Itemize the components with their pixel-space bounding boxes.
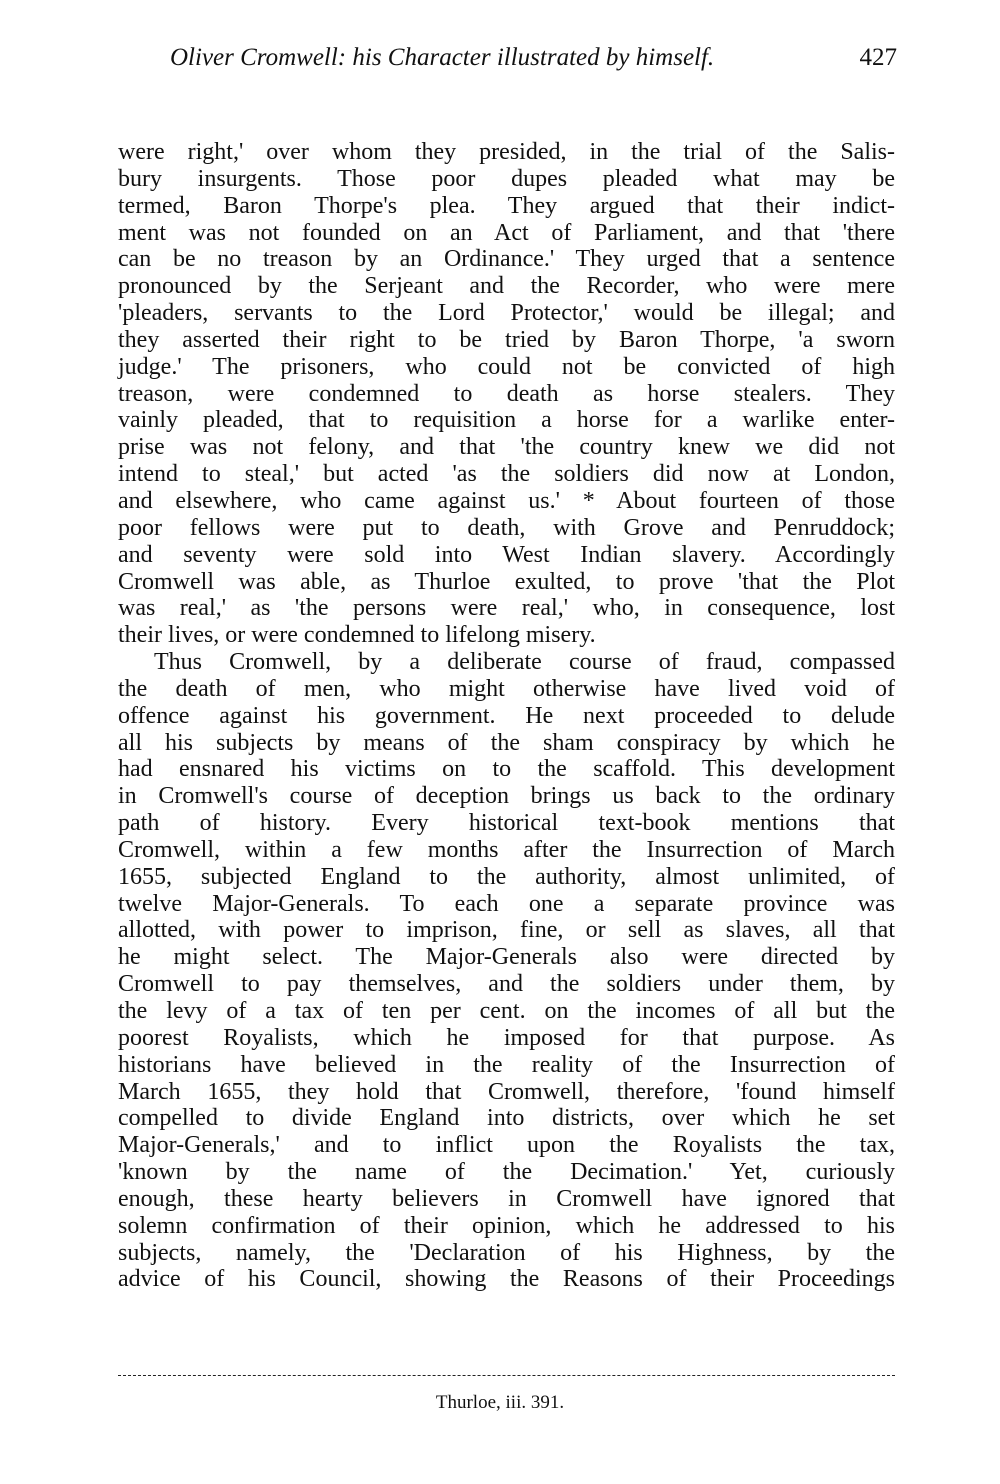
- text-line: ment was not founded on an Act of Parliament, and that 'there: [118, 219, 895, 246]
- text-line: intend to steal,' but acted 'as the soldiers did now at London,: [118, 461, 895, 488]
- text-line: their lives, or were condemned to lifelong misery.: [118, 622, 596, 649]
- text-line: pronounced by the Serjeant and the Recorder, who were mere: [118, 273, 895, 300]
- text-line: the death of men, who might otherwise have lived void of: [118, 675, 895, 702]
- text-line: March 1655, they hold that Cromwell, therefore, 'found himself: [118, 1078, 895, 1105]
- text-line: solemn confirmation of their opinion, which he addressed to his: [118, 1212, 895, 1239]
- text-line: were right,' over whom they presided, in the trial of the Salis-: [118, 139, 895, 165]
- text-line: Thus Cromwell, by a deliberate course of fraud, compassed: [154, 649, 895, 676]
- body-text: [118, 139, 895, 1293]
- text-line: Major-Generals,' and to inflict upon the Royalists the tax,: [118, 1132, 895, 1159]
- running-header: [170, 44, 897, 72]
- text-line: twelve Major-Generals. To each one a separate province was: [118, 890, 895, 917]
- text-line: was real,' as 'the persons were real,' who, in consequence, lost: [118, 595, 895, 622]
- text-line: had ensnared his victims on to the scaffold. This development: [118, 756, 895, 783]
- text-line: 'pleaders, servants to the Lord Protector,' would be illegal; and: [118, 300, 895, 327]
- text-line: offence against his government. He next proceeded to delude: [118, 702, 895, 729]
- text-line: advice of his Council, showing the Reasons of their Proceedings: [118, 1266, 895, 1293]
- text-line: prise was not felony, and that 'the country knew we did not: [118, 434, 895, 461]
- text-line: Cromwell, within a few months after the Insurrection of March: [118, 836, 895, 863]
- text-line: in Cromwell's course of deception brings us back to the ordinary: [118, 783, 895, 810]
- text-line: can be no treason by an Ordinance.' They urged that a sentence: [118, 246, 895, 273]
- text-line: they asserted their right to be tried by Baron Thorpe, 'a sworn: [118, 326, 895, 353]
- text-line: enough, these hearty believers in Cromwell have ignored that: [118, 1185, 895, 1212]
- text-line: 'known by the name of the Decimation.' Yet, curiously: [118, 1159, 895, 1186]
- text-line: subjects, namely, the 'Declaration of his Highness, by the: [118, 1239, 895, 1266]
- text-line: termed, Baron Thorpe's plea. They argued that their indict-: [118, 192, 895, 219]
- text-line: bury insurgents. Those poor dupes pleaded what may be: [118, 165, 895, 192]
- text-line: path of history. Every historical text-book mentions that: [118, 810, 895, 837]
- running-title: Oliver Cromwell: his Character illustrated by himself.: [170, 44, 715, 71]
- text-line: poor fellows were put to death, with Grove and Penruddock;: [118, 514, 895, 541]
- text-line: vainly pleaded, that to requisition a horse for a warlike enter-: [118, 407, 895, 434]
- text-line: poorest Royalists, which he imposed for that purpose. As: [118, 1024, 895, 1051]
- text-line: he might select. The Major-Generals also were directed by: [118, 944, 895, 971]
- text-line: and seventy were sold into West Indian slavery. Accordingly: [118, 541, 895, 568]
- text-line: the levy of a tax of ten per cent. on the incomes of all but the: [118, 998, 895, 1024]
- text-line: judge.' The prisoners, who could not be convicted of high: [118, 353, 895, 380]
- footnote-divider: [118, 1375, 895, 1376]
- text-line: compelled to divide England into districts, over which he set: [118, 1105, 895, 1132]
- text-line: Cromwell to pay themselves, and the soldiers under them, by: [118, 971, 895, 998]
- page-number: 427: [859, 44, 897, 71]
- text-line: 1655, subjected England to the authority, almost unlimited, of: [118, 863, 895, 890]
- text-line: historians have believed in the reality of the Insurrection of: [118, 1051, 895, 1078]
- text-line: and elsewhere, who came against us.' * About fourteen of those: [118, 487, 895, 514]
- text-line: allotted, with power to imprison, fine, or sell as slaves, all that: [118, 917, 895, 944]
- text-line: treason, were condemned to death as horse stealers. They: [118, 380, 895, 407]
- footnote: Thurloe, iii. 391.: [435, 1392, 565, 1413]
- text-line: Cromwell was able, as Thurloe exulted, to prove 'that the Plot: [118, 568, 895, 595]
- text-line: all his subjects by means of the sham conspiracy by which he: [118, 729, 895, 756]
